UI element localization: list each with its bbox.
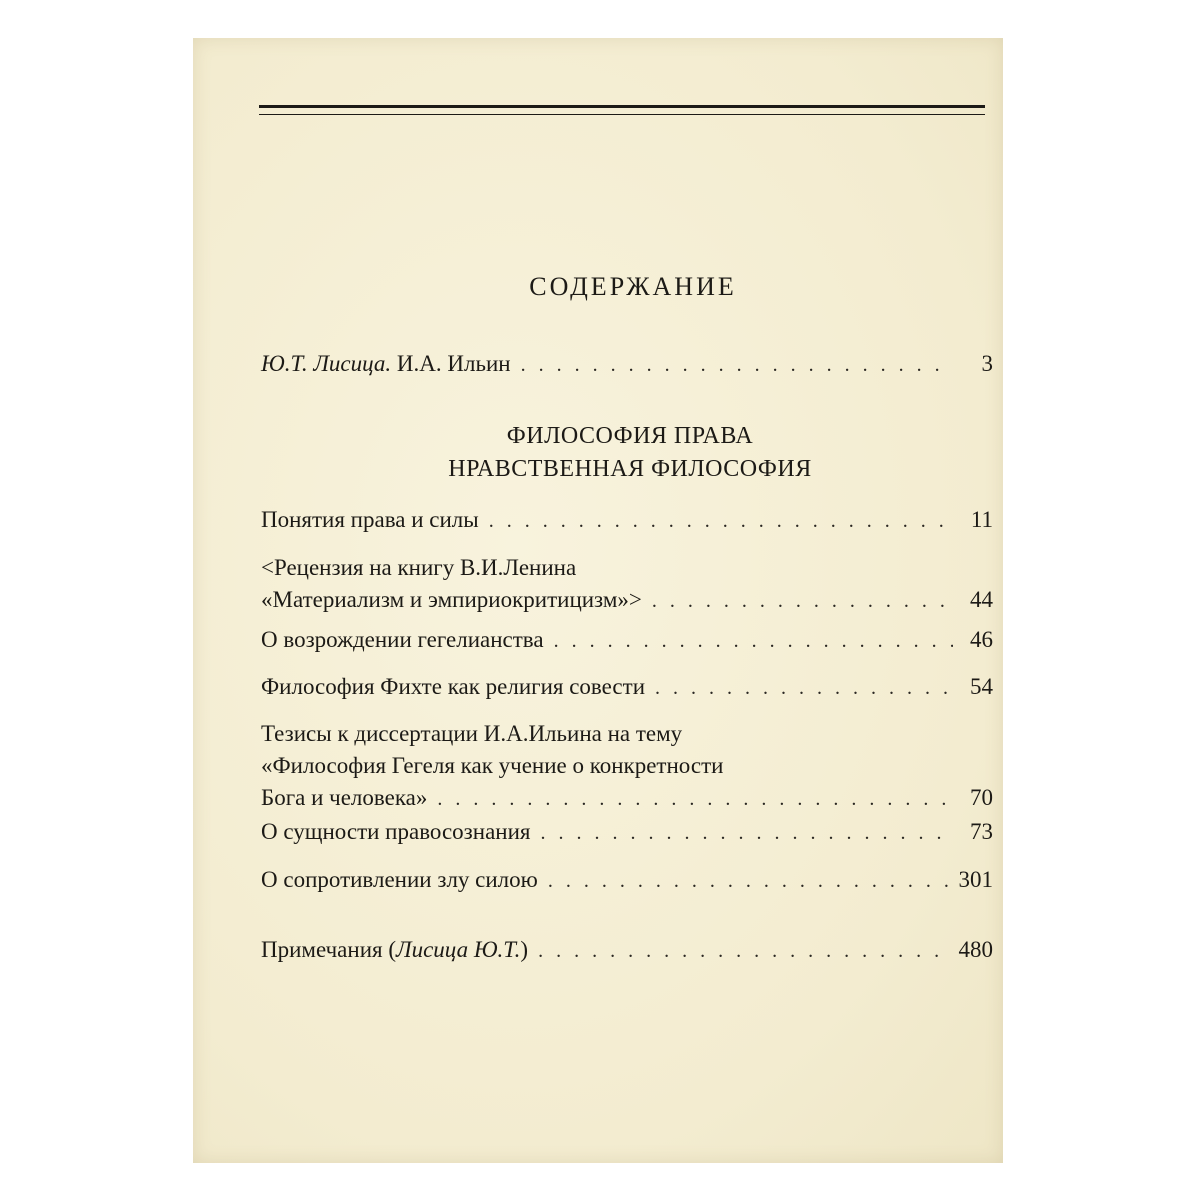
toc-entry-author: Лисица Ю.Т.	[396, 937, 521, 962]
toc-entry-page: 3	[981, 351, 993, 376]
leader-dots	[489, 505, 953, 537]
leader-dots	[540, 817, 953, 849]
toc-entry-title: Философия Фихте как религия совести	[261, 674, 646, 699]
leader-dots	[554, 625, 953, 657]
toc-entry-title: Примечания (	[261, 937, 396, 962]
toc-entry-ilin-intro[interactable]	[261, 348, 993, 381]
section-title-line1: ФИЛОСОФИЯ ПРАВА	[506, 423, 754, 449]
leader-dots	[655, 672, 953, 704]
toc-entry-title: Бога и человека»	[261, 785, 428, 810]
toc-entry-law-and-force[interactable]	[261, 504, 993, 537]
toc-entry-title-line2: «Философия Гегеля как учение о конкретности	[261, 753, 724, 778]
toc-entry-page: 11	[970, 507, 993, 532]
toc-entry-title: О сопротивлении злу силою	[261, 867, 538, 892]
leader-dots	[521, 349, 953, 381]
toc-entry-page: 44	[970, 587, 993, 612]
toc-entry-page: 73	[970, 819, 993, 844]
toc-entry-title-end: )	[520, 937, 529, 962]
contents-heading: СОДЕРЖАНИЕ	[529, 272, 737, 301]
toc-entry-title: О сущности правосознания	[261, 819, 531, 844]
leader-dots	[548, 865, 951, 897]
toc-entry-page: 70	[970, 785, 993, 810]
toc-entry-fichte[interactable]	[261, 671, 993, 704]
toc-entry-author: Ю.Т. Лисица.	[261, 351, 392, 376]
book-page	[193, 38, 1003, 1163]
header-rule-thin	[259, 114, 985, 115]
toc-entry-title: О возрождении гегелианства	[261, 627, 544, 652]
leader-dots	[437, 783, 953, 815]
toc-entry-page: 480	[958, 937, 993, 962]
toc-entry-legal-consciousness[interactable]	[261, 816, 993, 849]
leader-dots	[652, 585, 953, 617]
toc-entry-title: Понятия права и силы	[261, 507, 479, 532]
toc-entry-page: 54	[970, 674, 993, 699]
header-rule-thick	[259, 105, 985, 108]
toc-entry-notes[interactable]	[261, 934, 993, 967]
toc-entry-title: «Материализм и эмпириокритицизм»>	[261, 587, 642, 612]
toc-entry-lenin-review[interactable]	[261, 552, 993, 617]
toc-entry-hegelianism-revival[interactable]	[261, 624, 993, 657]
toc-entry-title-line1: <Рецензия на книгу В.И.Ленина	[261, 555, 577, 580]
toc-entry-title: И.А. Ильин	[396, 351, 511, 376]
toc-entry-page: 46	[970, 627, 993, 652]
toc-entry-page: 301	[958, 867, 993, 892]
toc-entry-resistance-to-evil[interactable]	[261, 864, 993, 897]
leader-dots	[538, 935, 950, 967]
toc-entry-title-line1: Тезисы к диссертации И.А.Ильина на тему	[261, 721, 683, 746]
section-title-line2: НРАВСТВЕННАЯ ФИЛОСОФИЯ	[448, 456, 812, 482]
toc-entry-dissertation-theses[interactable]	[261, 718, 993, 815]
